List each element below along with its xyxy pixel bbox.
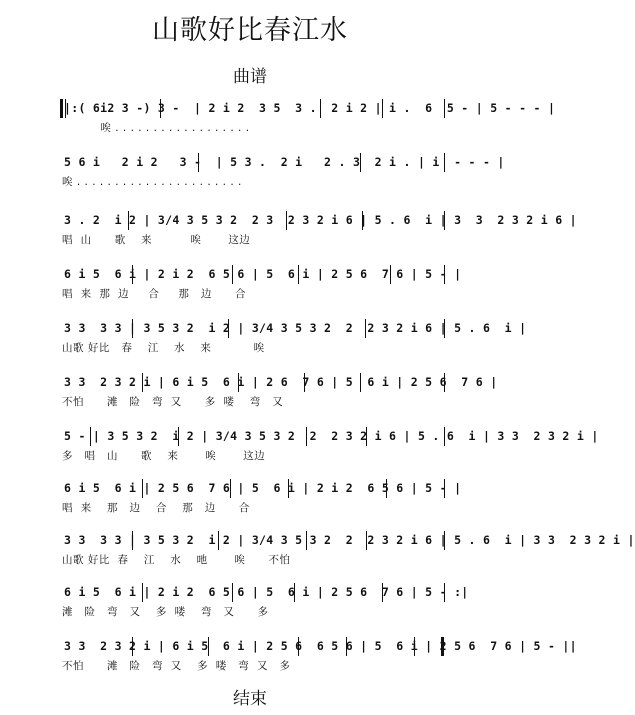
notation-line: |:( 6i2 3 -) 3 - | 2 i 2 3 5 3 . 2 i 2 | i . 6 5 - | 5 - - - | bbox=[64, 101, 556, 115]
score-line bbox=[60, 478, 462, 514]
lyrics-line: 不怕 滩 险 弯 又 多 喽 弯 又 bbox=[62, 396, 284, 408]
lyrics-line: 唱 来 那 边 合 那 边 合 bbox=[62, 502, 250, 514]
score-line bbox=[60, 530, 635, 566]
score-line bbox=[60, 636, 577, 672]
score-line bbox=[60, 264, 462, 300]
notation-line: 6 i 5 6 i | 2 5 6 7 6 | 5 6 i | 2 i 2 6 5 6 | 5 - | bbox=[64, 481, 462, 495]
lyrics-line: 山歌 好比 春 江 水 吔 唉 不怕 bbox=[62, 554, 291, 566]
score-line bbox=[60, 318, 527, 354]
score-line bbox=[60, 210, 577, 246]
score-line bbox=[60, 582, 469, 618]
notation-line: 3 3 2 3 2 i | 6 i 5 6 i | 2 6 7 6 | 5 6 i | 2 5 6 7 6 | bbox=[64, 375, 498, 389]
notation-line: 3 3 3 3 | 3 5 3 2 i 2 | 3/4 3 5 3 2 2 2 3 2 i 6 | 5 . 6 i | bbox=[64, 321, 527, 335]
notation-line: 5 6 i 2 i 2 3 - | 5 3 . 2 i 2 . 3 2 i . | i - - - | bbox=[64, 155, 505, 169]
score-subtitle: 曲谱 bbox=[233, 67, 267, 87]
score-line bbox=[60, 372, 498, 408]
lyrics-line: 唉 . . . . . . . . . . . . . . . . . . bbox=[62, 122, 250, 134]
lyrics-line: 多 唱 山 歌 来 唉 这边 bbox=[62, 450, 266, 462]
notation-line: 3 . 2 i 2 | 3/4 3 5 3 2 2 3 2 3 2 i 6 | 5 . 6 i | 3 3 2 3 2 i 6 | bbox=[64, 213, 577, 227]
notation-line: 3 3 3 3 | 3 5 3 2 i 2 | 3/4 3 5 3 2 2 2 3 2 i 6 | 5 . 6 i | 3 3 2 3 2 i | bbox=[64, 533, 635, 547]
notation-line: 5 - | 3 5 3 2 i 2 | 3/4 3 5 3 2 2 2 3 2 i 6 | 5 . 6 i | 3 3 2 3 2 i | bbox=[64, 429, 599, 443]
lyrics-line: 唱 山 歌 来 唉 这边 bbox=[62, 234, 251, 246]
score-line bbox=[60, 98, 556, 134]
lyrics-line: 唉 . . . . . . . . . . . . . . . . . . . . . . bbox=[62, 176, 242, 188]
notation-line: 3 3 2 3 2 i | 6 i 5 6 i | 2 5 6 6 5 6 | 5 6 i | 2 5 6 7 6 | 5 - || bbox=[64, 639, 577, 653]
lyrics-line: 不怕 滩 险 弯 又 多 喽 弯 又 多 bbox=[62, 660, 291, 672]
lyrics-line: 滩 险 弯 又 多 喽 弯 又 多 bbox=[62, 606, 269, 618]
score-line bbox=[60, 152, 505, 188]
song-title: 山歌好比春江水 bbox=[152, 15, 348, 46]
score-line bbox=[60, 426, 599, 462]
notation-line: 6 i 5 6 i | 2 i 2 6 5 6 | 5 6 i | 2 5 6 7 6 | 5 - :| bbox=[64, 585, 469, 599]
ending-label: 结束 bbox=[233, 689, 267, 709]
lyrics-line: 唱 来 那 边 合 那 边 合 bbox=[62, 288, 246, 300]
notation-line: 6 i 5 6 i | 2 i 2 6 5 6 | 5 6 i | 2 5 6 7 6 | 5 - | bbox=[64, 267, 462, 281]
lyrics-line: 山歌 好比 春 江 水 来 唉 bbox=[62, 342, 265, 354]
